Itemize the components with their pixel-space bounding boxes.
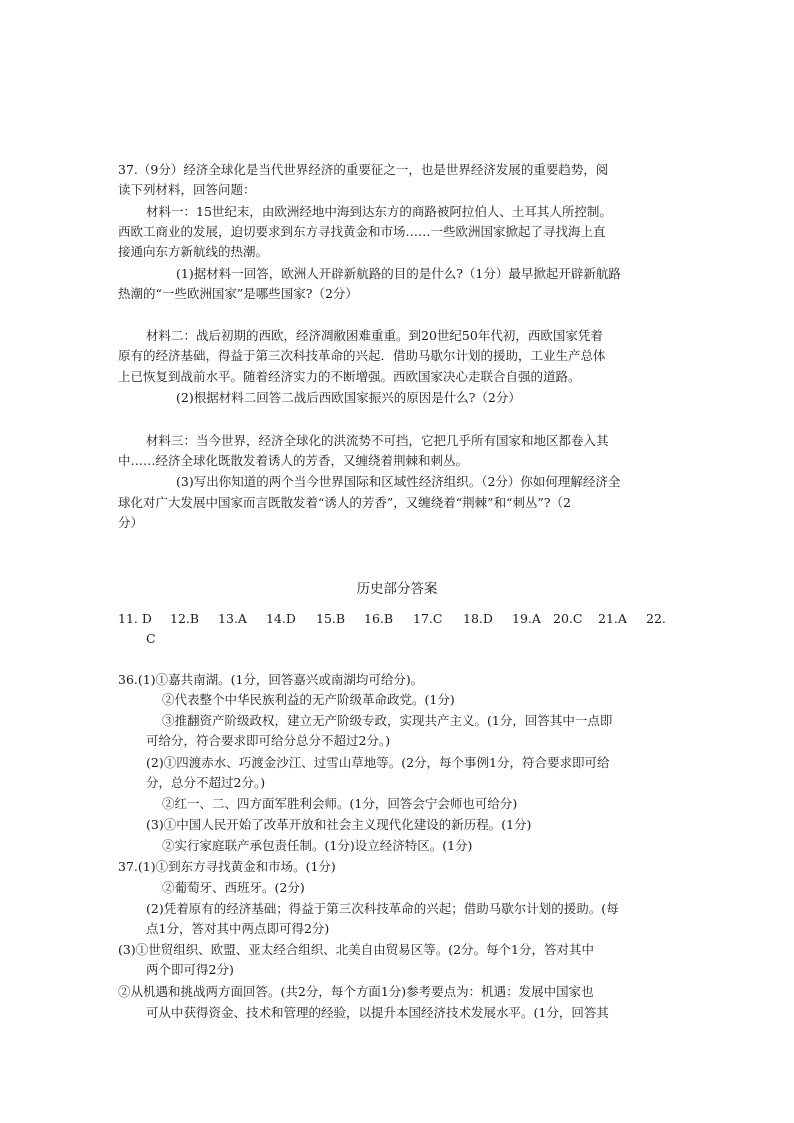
q37-line: 37.（9分）经济全球化是当代世界经济的重要征之一，也是世界经济发展的重要趋势，阅 [118,162,609,177]
answer-line: (3)①世贸组织、欧盟、亚太经合组织、北美自由贸易区等。(2分。每个1分，答对其中 [118,942,594,957]
answer-line: 37.(1)①到东方寻找黄金和市场。(1分) [118,859,336,874]
choice-answer: 12.B [170,611,200,626]
q37-line: 上已恢复到战前水平。随着经济实力的不断增强。西欧国家决心走联合自强的道路。 [118,369,581,384]
q37-line: 分） [118,515,144,530]
answer-line: 两个即可得2分) [146,962,234,977]
answer-line: 点1分，答对其中两点即可得2分) [146,921,330,936]
answer-line: ②葡萄牙、西班牙。(2分) [162,880,305,895]
q37-line: 读下列材料，回答问题： [118,182,256,197]
q37-line: (1)据材料一回答，欧洲人开辟新航路的目的是什么?（1分）最早掀起开辟新航路 [176,266,621,281]
answer-line: ②实行家庭联产承包责任制。(1分)设立经济特区。(1分) [162,838,473,853]
q37-line: 材料一：15世纪末，由欧洲经地中海到达东方的商路被阿拉伯人、土耳其人所控制。 [146,204,612,219]
q37-line: 材料二：战后初期的西欧，经济凋敝困难重重。到20世纪50年代初，西欧国家凭着 [146,328,603,343]
q37-line: 球化对广大发展中国家而言既散发着“诱人的芳香”，又缠绕着“荆棘”和“刺丛”?（2 [118,495,571,510]
answer-line: (2)①四渡赤水、巧渡金沙江、过雪山草地等。(2分，每个事例1分，符合要求即可给 [146,755,610,770]
q37-line: 接通向东方新航线的热潮。 [118,244,269,259]
q37-line: 材料三：当今世界，经济全球化的洪流势不可挡，它把几乎所有国家和地区都卷入其 [146,433,609,448]
q37-line: 热潮的“一些欧洲国家”是哪些国家?（2分） [118,286,358,301]
q37-line: 西欧工商业的发展，迫切要求到东方寻找黄金和市场……一些欧洲国家掀起了寻找海上直 [118,224,606,239]
choice-answer: 19.A [512,611,541,626]
q37-line: 原有的经济基础，得益于第三次科技革命的兴起．借助马歇尔计划的援助，工业生产总体 [118,348,606,363]
choice-answer: 13.A [218,611,247,626]
answer-line: ②代表整个中华民族利益的无产阶级革命政党。(1分) [162,692,455,707]
answer-line: 可给分，符合要求即可给分总分不超过2分。) [146,733,391,748]
choice-answer: 18.D [463,611,493,626]
q37-line: (2)根据材料二回答二战后西欧国家振兴的原因是什么?（2分） [176,390,521,405]
choice-answer: 20.C [553,611,583,626]
answer-line: (3)①中国人民开始了改革开放和社会主义现代化建设的新历程。(1分) [146,817,532,832]
answer-line: 36.(1)①嘉共南湖。(1分，回答嘉兴或南湖均可给分)。 [118,672,424,687]
answer-line: ③推翻资产阶级政权，建立无产阶级专政，实现共产主义。(1分，回答其中一点即 [162,713,613,728]
choice-answer: 11. D [118,611,152,626]
choice-answer: 15.B [316,611,346,626]
q37-line: 中……经济全球化既散发着诱人的芳香，又缠绕着荆棘和刺丛。 [118,453,469,468]
choice-answer-wrap: C [146,631,156,646]
choice-answer: 17.C [413,611,443,626]
answer-line: ②红一、二、四方面军胜利会师。(1分，回答会宁会师也可给分) [162,796,518,811]
choice-answer: 14.D [266,611,296,626]
choice-answer: 22. [646,611,666,626]
answer-line: ②从机遇和挑战两方面回答。(共2分，每个方面1分)参考要点为：机遇：发展中国家也 [118,984,594,999]
answer-line: 分，总分不超过2分。) [146,775,266,790]
choice-answer: 21.A [598,611,627,626]
choice-answer: 16.B [364,611,394,626]
answer-line: (2)凭着原有的经济基础；得益于第三次科技革命的兴起；借助马歇尔计划的援助。(每 [146,901,619,916]
q37-line: (3)写出你知道的两个当今世界国际和区域性经济组织。（2分）你如何理解经济全 [176,474,621,489]
answers-title: 历史部分答案 [356,581,438,597]
answer-line: 可从中获得资金、技术和管理的经验，以提升本国经济技术发展水平。(1分，回答其 [146,1005,609,1020]
